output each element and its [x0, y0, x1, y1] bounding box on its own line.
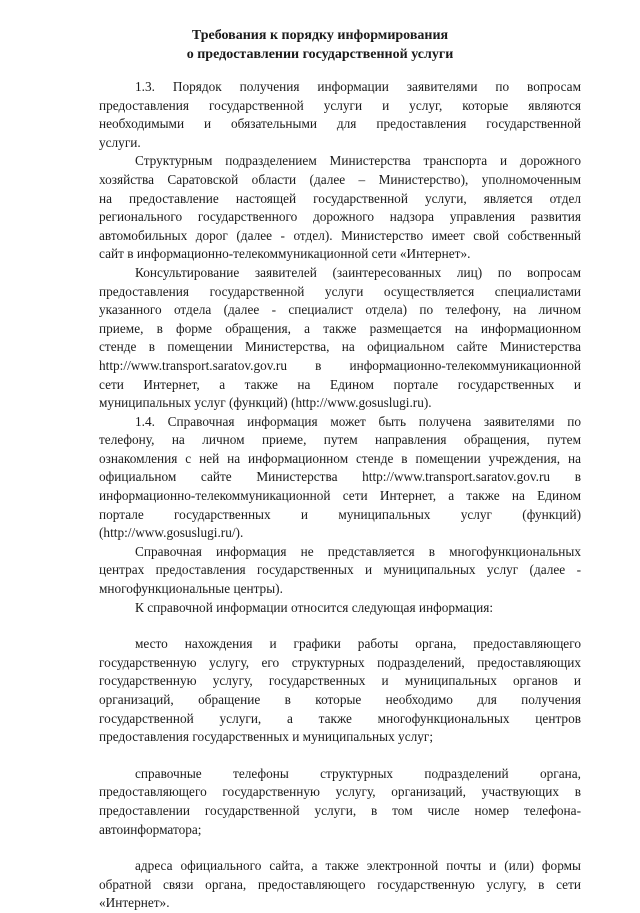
title-line-2: о предоставлении государственной услуги [186, 47, 454, 62]
text-line: (http://www.gosuslugi.ru/). [99, 525, 244, 541]
text-line: на предоставление настоящей государственной услуги, является отдел [99, 190, 581, 206]
text-line: предоставления государственных и муниципальных услуг; [99, 729, 434, 745]
document-title [0, 26, 640, 64]
text-line: автоинформатора; [99, 821, 202, 837]
document-body [99, 78, 581, 913]
text-line: место нахождения и графики работы органа, предоставляющего [135, 636, 581, 652]
text-line: Справочная информация не представляется в многофункциональных [135, 543, 581, 559]
text-line: государственную услугу, государственных и муниципальных органов и [99, 673, 581, 689]
text-line: многофункциональные центры). [99, 581, 283, 597]
text-line: портале государственных и муниципальных услуг (функций) [99, 506, 581, 522]
text-line: «Интернет». [99, 895, 170, 911]
text-line: 1.4. Справочная информация может быть получена заявителями по [135, 413, 581, 429]
text-line: автомобильных дорог (далее - отдел). Министерство имеет свой собственный [99, 227, 581, 243]
text-line: организаций, обращение в которые необходимо для получения [99, 692, 581, 707]
text-line: Консультирование заявителей (заинтересованных лиц) по вопросам [135, 264, 581, 280]
text-line: ознакомления с ней на информационном стенде в помещении учреждения, на [99, 450, 581, 466]
list-item-location [99, 635, 581, 747]
text-line: муниципальных услуг (функций) (http://www.gosuslugi.ru). [99, 395, 432, 411]
text-line: обратной связи органа, предоставляющего государственную услугу, в сети [99, 876, 581, 892]
text-line: стенде в помещении Министерства, на официальном сайте Министерства [99, 339, 581, 355]
text-line: К справочной информации относится следующая информация: [135, 599, 494, 615]
text-line: телефону, на личном приеме, путем направления обращения, путем [99, 432, 581, 448]
text-line: сети Интернет, а также на Едином портале государственных и [99, 376, 581, 392]
text-line: справочные телефоны структурных подразделений органа, [135, 765, 581, 781]
text-line: предоставления государственной услуги и услуг, которые являются [99, 97, 581, 113]
text-line: информационно-телекоммуникационной сети Интернет, а также на Едином [99, 488, 581, 504]
text-line: центрах предоставления государственных и муниципальных услуг (далее - [99, 562, 581, 578]
paragraph-reference-intro [99, 599, 581, 618]
text-line: адреса официального сайта, а также электронной почты и (или) формы [135, 858, 581, 874]
paragraph-1-4 [99, 413, 581, 543]
text-line: указанного отдела (далее - специалист отдела) по телефону, на личном [99, 302, 581, 318]
text-line: сайт в информационно-телекоммуникационной сети «Интернет». [99, 246, 471, 262]
text-line: предоставления государственной услуги осуществляется специалистами [99, 283, 581, 299]
text-line: официальном сайте Министерства http://www.transport.saratov.gov.ru в [99, 469, 581, 485]
text-line: регионального государственного дорожного надзора управления развития [99, 209, 581, 225]
text-line: необходимыми и обязательными для предоставления государственной [99, 116, 581, 132]
paragraph-consulting [99, 264, 581, 413]
paragraph-1-3 [99, 78, 581, 152]
text-line: Структурным подразделением Министерства транспорта и дорожного [135, 153, 581, 169]
text-line: http://www.transport.saratov.gov.ru в информационно-телекоммуникационной [99, 357, 581, 373]
text-line: приеме, в форме обращения, а также размещается на информационном [99, 320, 581, 336]
paragraph-structural-unit [99, 152, 581, 264]
text-line: предоставляющего государственную услугу, организаций, участвующих в [99, 784, 581, 800]
paragraph-not-provided [99, 543, 581, 599]
text-line: государственную услугу, его структурных подразделений, предоставляющих [99, 654, 581, 670]
text-line: предоставлении государственной услуги, в том числе номер телефона- [99, 802, 581, 818]
list-item-phones [99, 765, 581, 839]
text-line: услуги. [99, 134, 141, 150]
text-line: государственной услуги, а также многофункциональных центров [99, 710, 581, 726]
text-line: 1.3. Порядок получения информации заявителями по вопросам [135, 79, 581, 94]
title-line-1: Требования к порядку информирования [191, 28, 449, 43]
text-line: хозяйства Саратовской области (далее – Министерство), уполномоченным [99, 171, 581, 187]
